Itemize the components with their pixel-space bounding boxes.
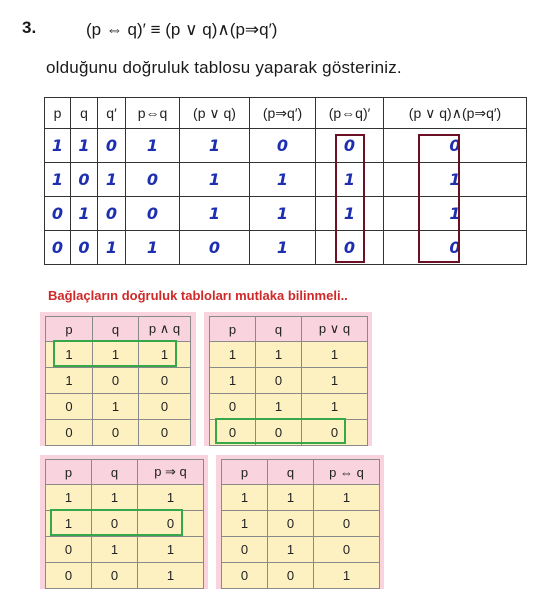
cell: 0: [384, 231, 527, 265]
cell: 0: [210, 394, 256, 420]
table-row: [210, 394, 368, 420]
cell: 1: [139, 342, 191, 368]
table-row: [46, 485, 204, 511]
cell: 1: [222, 511, 268, 537]
cell: 0: [46, 394, 93, 420]
question-instruction: olduğunu doğruluk tablosu yaparak gösteriniz.: [46, 58, 402, 77]
table-header-row: [210, 317, 368, 342]
cell: 0: [302, 420, 368, 446]
cell: 0: [316, 231, 384, 265]
header-p: p: [222, 460, 268, 485]
cell: 0: [180, 231, 250, 265]
cell: 0: [314, 537, 380, 563]
cell: 1: [302, 394, 368, 420]
cell: 1: [46, 511, 92, 537]
header-not-q: q′: [98, 98, 126, 129]
cell: 0: [45, 197, 71, 231]
cell: 1: [210, 368, 256, 394]
header-p-and-q: p ∧ q: [139, 317, 191, 342]
highlight-box-conjunction-column: [418, 134, 460, 263]
cell: 1: [92, 485, 138, 511]
green-highlight-or-row: [215, 418, 346, 444]
cell: 1: [314, 563, 380, 589]
table-row: [210, 368, 368, 394]
cell: 1: [384, 163, 527, 197]
cell: 0: [139, 420, 191, 446]
table-row: [222, 563, 380, 589]
cell: 0: [384, 129, 527, 163]
cell: 1: [126, 231, 180, 265]
truth-table-header: [45, 98, 527, 129]
cell: 1: [45, 129, 71, 163]
cell: 0: [92, 511, 138, 537]
cell: 1: [93, 342, 139, 368]
header-p-or-q: (p ∨ q): [180, 98, 250, 129]
cell: 1: [46, 485, 92, 511]
cell: 0: [71, 163, 98, 197]
cell: 0: [93, 368, 139, 394]
cell: 1: [92, 537, 138, 563]
question-number: 3.: [22, 18, 37, 37]
table-row: [46, 368, 191, 394]
cell: 1: [314, 485, 380, 511]
green-highlight-and-row: [53, 340, 177, 367]
cell: 1: [316, 163, 384, 197]
cell: 0: [98, 129, 126, 163]
cell: 0: [256, 368, 302, 394]
cell: 1: [316, 197, 384, 231]
header-p-iff-q: p ⇔ q: [314, 460, 380, 485]
header-p-implies-q: p ⇒ q: [138, 460, 204, 485]
cell: 1: [46, 342, 93, 368]
cell: 1: [268, 537, 314, 563]
table-row: [46, 394, 191, 420]
cell: 1: [126, 129, 180, 163]
cell: 1: [138, 537, 204, 563]
cell: 1: [138, 563, 204, 589]
cell: 1: [180, 129, 250, 163]
question-formula: (p ⇔ q)′ ≡ (p ∨ q)∧(p⇒q′): [86, 20, 278, 39]
table-header-row: [222, 460, 380, 485]
table-row: [46, 420, 191, 446]
table-header-row: [46, 460, 204, 485]
cell: 1: [250, 163, 316, 197]
header-q: q: [71, 98, 98, 129]
cell: 0: [138, 511, 204, 537]
cell: 0: [250, 129, 316, 163]
cell: 1: [384, 197, 527, 231]
cell: 0: [316, 129, 384, 163]
header-q: q: [268, 460, 314, 485]
cell: 1: [98, 163, 126, 197]
header-not-p-iff-q: (p⇔q)′: [316, 98, 384, 129]
header-p-or-q: p ∨ q: [302, 317, 368, 342]
cell: 0: [45, 231, 71, 265]
cell: 1: [250, 197, 316, 231]
cell: 1: [256, 394, 302, 420]
cell: 0: [46, 537, 92, 563]
table-header-row: [46, 317, 191, 342]
header-p-implies-not-q: (p⇒q′): [250, 98, 316, 129]
cell: 0: [71, 231, 98, 265]
cell: 0: [98, 197, 126, 231]
cell: 1: [98, 231, 126, 265]
cell: 0: [268, 563, 314, 589]
cell: 0: [256, 420, 302, 446]
table-row: [222, 485, 380, 511]
cell: 1: [302, 368, 368, 394]
cell: 0: [92, 563, 138, 589]
header-q: q: [256, 317, 302, 342]
header-q: q: [93, 317, 139, 342]
cell: 0: [210, 420, 256, 446]
cell: 0: [126, 197, 180, 231]
header-p-iff-q: p⇔q: [126, 98, 180, 129]
table-row: [222, 537, 380, 563]
cell: 1: [180, 197, 250, 231]
cell: 1: [46, 368, 93, 394]
cell: 1: [71, 129, 98, 163]
cell: 0: [222, 537, 268, 563]
cell: 1: [180, 163, 250, 197]
cell: 0: [139, 368, 191, 394]
cell: 0: [93, 420, 139, 446]
cell: 0: [314, 511, 380, 537]
header-conjunction: (p ∨ q)∧(p⇒q′): [384, 98, 527, 129]
table-row: [46, 537, 204, 563]
highlight-box-not-iff-column: [335, 134, 365, 263]
cell: 0: [46, 420, 93, 446]
cell: 1: [71, 197, 98, 231]
header-q: q: [92, 460, 138, 485]
table-row: [222, 511, 380, 537]
cell: 1: [93, 394, 139, 420]
and-truth-table: [45, 316, 191, 446]
cell: 1: [45, 163, 71, 197]
iff-truth-table: [221, 459, 380, 589]
cell: 1: [138, 485, 204, 511]
cell: 1: [210, 342, 256, 368]
cell: 0: [126, 163, 180, 197]
header-p: p: [210, 317, 256, 342]
header-p: p: [45, 98, 71, 129]
table-row: [210, 342, 368, 368]
cell: 1: [222, 485, 268, 511]
header-p: p: [46, 460, 92, 485]
cell: 1: [250, 231, 316, 265]
cell: 0: [46, 563, 92, 589]
cell: 1: [302, 342, 368, 368]
reminder-text: Bağlaçların doğruluk tabloları mutlaka bilinmeli..: [48, 288, 348, 303]
cell: 0: [268, 511, 314, 537]
table-row: [46, 563, 204, 589]
cell: 0: [222, 563, 268, 589]
header-p: p: [46, 317, 93, 342]
cell: 1: [268, 485, 314, 511]
cell: 1: [256, 342, 302, 368]
cell: 0: [139, 394, 191, 420]
green-highlight-implies-row: [50, 509, 183, 536]
